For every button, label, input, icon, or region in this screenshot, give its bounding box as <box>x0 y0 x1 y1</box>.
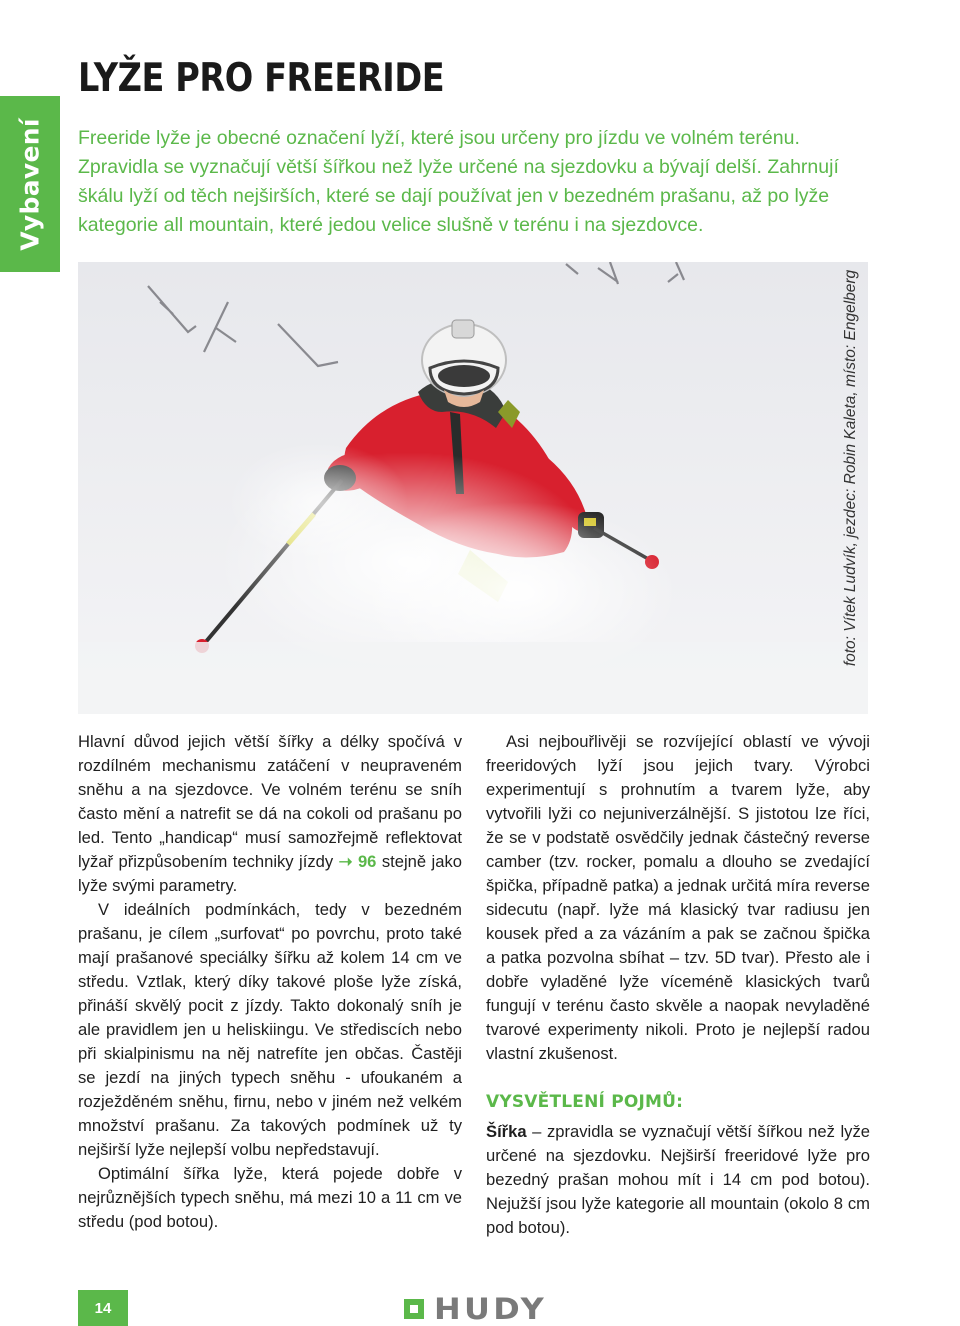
photo-caption-text: foto: Vítek Ludvík, jezdec: Robin Kaleta, místo: Engelberg <box>842 269 859 667</box>
left-text-column <box>78 730 462 1234</box>
brand-name: HUDY <box>434 1292 548 1326</box>
section-tab <box>0 96 60 272</box>
glossary-definition: – zpravidla se vyznačují větší šířkou než lyže určené na sjezdovku. Nejširší freeridové lyže pro bezedný prašan mohou mít i 14 cm pod botou). Nejužší jsou lyže kategorie all mountain (okolo 8 cm pod botou). <box>486 1122 870 1237</box>
skier-photo <box>78 262 868 714</box>
page-title: LYŽE PRO FREERIDE <box>78 56 445 101</box>
right-paragraph-1: Asi nejbouřlivěji se rozvíjející oblastí ve vývoji freeridových lyží jsou jejich tvary. Výrobci experimentují s prohnutím a tvarem lyže, aby vytvořili lyži co nejuniverzálnější. S jistotou lze říci, že se v podstatě osvědčily jednak částečný reverse camber (tzv. rocker, pomalu a dlouho se zvedající špička, případně patka) a jednak určitá míra reverse sidecutu (např. lyže má klasický tvar radiusu jen kousek před a za vázáním a pak se začnou špička a patka pozvolna sbíhat – tzv. 5D tvar). Přesto ale i dobře vyladěné lyže víceméně klasických tvarů fungují v terénu často skvěle a naopak nevyladěné tvarové experimenty nikoli. Proto je nejlepší radou vlastní zkušenost. <box>486 732 870 1063</box>
section-tab-label: Vybavení <box>15 117 45 251</box>
page-number: 14 <box>78 1290 128 1326</box>
glossary-heading: VYSVĚTLENÍ POJMŮ: <box>486 1092 684 1112</box>
brand-logo <box>404 1292 548 1326</box>
page-reference-arrow-icon: ➝ <box>338 852 353 871</box>
brand-mark-icon <box>404 1299 424 1319</box>
right-text-column <box>486 730 870 1240</box>
page-reference-link[interactable]: 96 <box>357 852 377 871</box>
left-paragraph-1-text: Hlavní důvod jejich větší šířky a délky spočívá v rozdílném mechanismu zatáčení v neupraveném sněhu a na sjezdovce. Ve volném terénu se sníh často mění a natrefit se dá na cokoli od prašanu po led. Tento „handicap“ musí samozřejmě reflektovat lyžař přizpůsobením techniky jízdy <box>78 732 462 871</box>
intro-paragraph: Freeride lyže je obecné označení lyží, které jsou určeny pro jízdu ve volném terénu. Zpravidla se vyznačují větší šířkou než lyže určené na sjezdovku a bývají delší. Zahrnují škálu lyží od těch nejširších, které se dají používat jen v bezedném prašanu, až po lyže kategorie all mountain, které jedou velice slušně v terénu i na sjezdovce. <box>78 127 839 236</box>
left-paragraph-2: V ideálních podmínkách, tedy v bezedném prašanu, je cílem „surfovat“ po povrchu, proto také mají prašanové speciálky šířku až kolem 14 cm ve středu. Vztlak, který díky takové ploše lyže získá, přináší skvělý pocit z jízdy. Takto dokonalý sníh je ale pravidlem jen u heliskiingu. Ve střediscích nebo při skialpinismu na něj natrefíte jen občas. Častěji se jezdí na jiných typech sněhu - ufoukaném a rozježděném sněhu, firnu, nebo v jiném než velkém množství prašanu. Za takových podmínek už ty nejširší lyže nejlepší volbu nepředstavují. <box>78 900 462 1159</box>
photo-caption <box>839 269 863 667</box>
left-paragraph-1 <box>78 730 462 898</box>
glossary-term: Šířka <box>486 1122 527 1141</box>
left-paragraph-3: Optimální šířka lyže, která pojede dobře v nejrůznějších typech sněhu, má mezi 10 a 11 cm ve středu (pod botou). <box>78 1164 462 1231</box>
left-paragraph-1-end: stejně jako lyže svými parametry. <box>78 852 462 895</box>
glossary-entry <box>486 1120 870 1240</box>
